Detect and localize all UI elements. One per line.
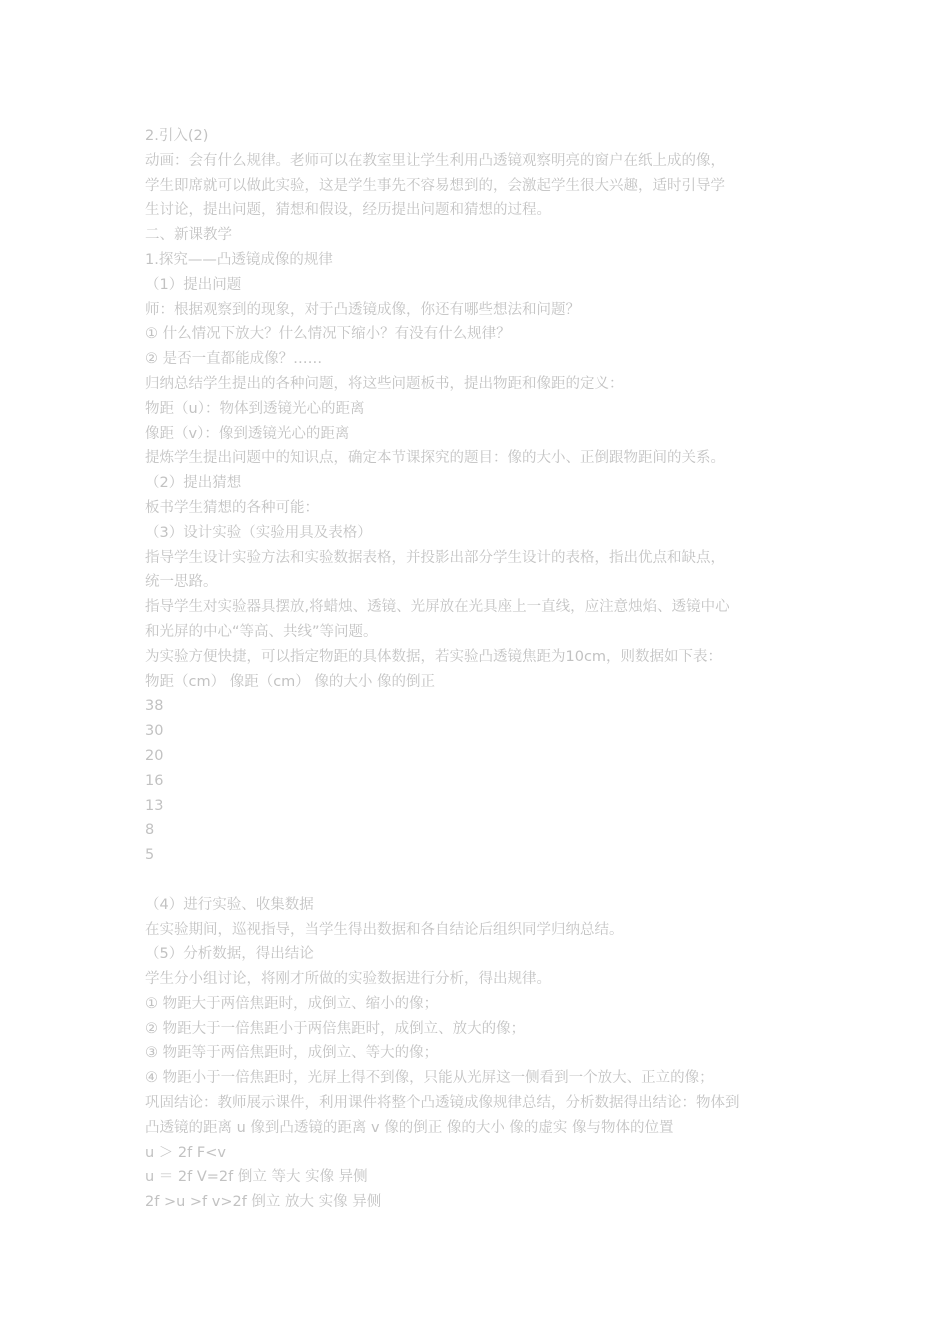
paragraph-line: 指导学生对实验器具摆放,将蜡烛、透镜、光屏放在光具座上一直线，应注意烛焰、透镜中心 [145,599,730,616]
table-row: 20 [145,747,164,764]
paragraph-line: 板书学生猜想的各种可能： [145,499,319,516]
paragraph-line: 生讨论，提出问题，猜想和假设，经历提出问题和猜想的过程。 [145,202,551,219]
paragraph-line: 学生分小组讨论，将刚才所做的实验数据进行分析，得出规律。 [145,971,551,988]
section-heading-explore: 1.探究——凸透镜成像的规律 [145,251,333,268]
summary-table-header: 凸透镜的距离 u 像到凸透镜的距离 v 像的倒正 像的大小 像的虚实 像与物体的位置 [145,1119,674,1136]
paragraph-line: 提炼学生提出问题中的知识点，确定本节课探究的题目：像的大小、正倒跟物距间的关系。 [145,450,725,467]
table-row: 5 [145,847,155,864]
blank-line [145,868,815,893]
paragraph-line: 和光屏的中心“等高、共线”等问题。 [145,623,378,640]
paragraph-line: 指导学生设计实验方法和实验数据表格，并投影出部分学生设计的表格，指出优点和缺点， [145,549,725,566]
table-row: 8 [145,822,155,839]
summary-table-row: 2f >u >f v>2f 倒立 放大 实像 异侧 [145,1194,382,1211]
list-item: ② 是否一直都能成像？…… [145,351,323,368]
paragraph-line: 统一思路。 [145,574,218,591]
step-heading-ask-question: （1）提出问题 [145,276,242,293]
conclusion-item: ② 物距大于一倍焦距小于两倍焦距时，成倒立、放大的像； [145,1020,526,1037]
step-heading-conduct-experiment: （4）进行实验、收集数据 [145,896,314,913]
definition-image-distance: 像距（v）：像到透镜光心的距离 [145,425,350,442]
table-row: 38 [145,698,164,715]
definition-object-distance: 物距（u）：物体到透镜光心的距离 [145,400,365,417]
paragraph-line: 学生即席就可以做此实验，这是学生事先不容易想到的，会激起学生很大兴趣，适时引导学 [145,177,725,194]
section-heading-new-lesson: 二、新课教学 [145,227,232,244]
table-header-row: 物距（cm） 像距（cm） 像的大小 像的倒正 [145,673,436,690]
conclusion-item: ③ 物距等于两倍焦距时，成倒立、等大的像； [145,1045,439,1062]
step-heading-analyze-data: （5）分析数据，得出结论 [145,946,314,963]
table-row: 13 [145,797,164,814]
summary-table-row: u ＝ 2f V=2f 倒立 等大 实像 异侧 [145,1169,368,1186]
paragraph-line: 为实验方便快捷，可以指定物距的具体数据，若实验凸透镜焦距为10cm，则数据如下表： [145,648,723,665]
paragraph-line: 师：根据观察到的现象，对于凸透镜成像，你还有哪些想法和问题？ [145,301,580,318]
section-heading-intro: 2.引入(2) [145,128,209,144]
conclusion-item: ① 物距大于两倍焦距时，成倒立、缩小的像； [145,995,439,1012]
paragraph-line: 动画：会有什么规律。老师可以在教室里让学生利用凸透镜观察明亮的窗户在纸上成的像， [145,152,725,169]
paragraph-line: 归纳总结学生提出的各种问题，将这些问题板书，提出物距和像距的定义： [145,375,624,392]
summary-table-row: u ＞ 2f F<v [145,1144,226,1161]
list-item: ① 什么情况下放大？什么情况下缩小？有没有什么规律？ [145,326,511,343]
step-heading-design-experiment: （3）设计实验（实验用具及表格） [145,524,372,541]
paragraph-line: 在实验期间，巡视指导，当学生得出数据和各自结论后组织同学归纳总结。 [145,921,624,938]
table-row: 30 [145,723,164,740]
step-heading-hypothesis: （2）提出猜想 [145,475,242,492]
conclusion-item: ④ 物距小于一倍焦距时，光屏上得不到像，只能从光屏这一侧看到一个放大、正立的像； [145,1070,714,1087]
document-page [145,124,815,1215]
table-row: 16 [145,772,164,789]
paragraph-line: 巩固结论：教师展示课件，利用课件将整个凸透镜成像规律总结，分析数据得出结论：物体到 [145,1095,740,1112]
